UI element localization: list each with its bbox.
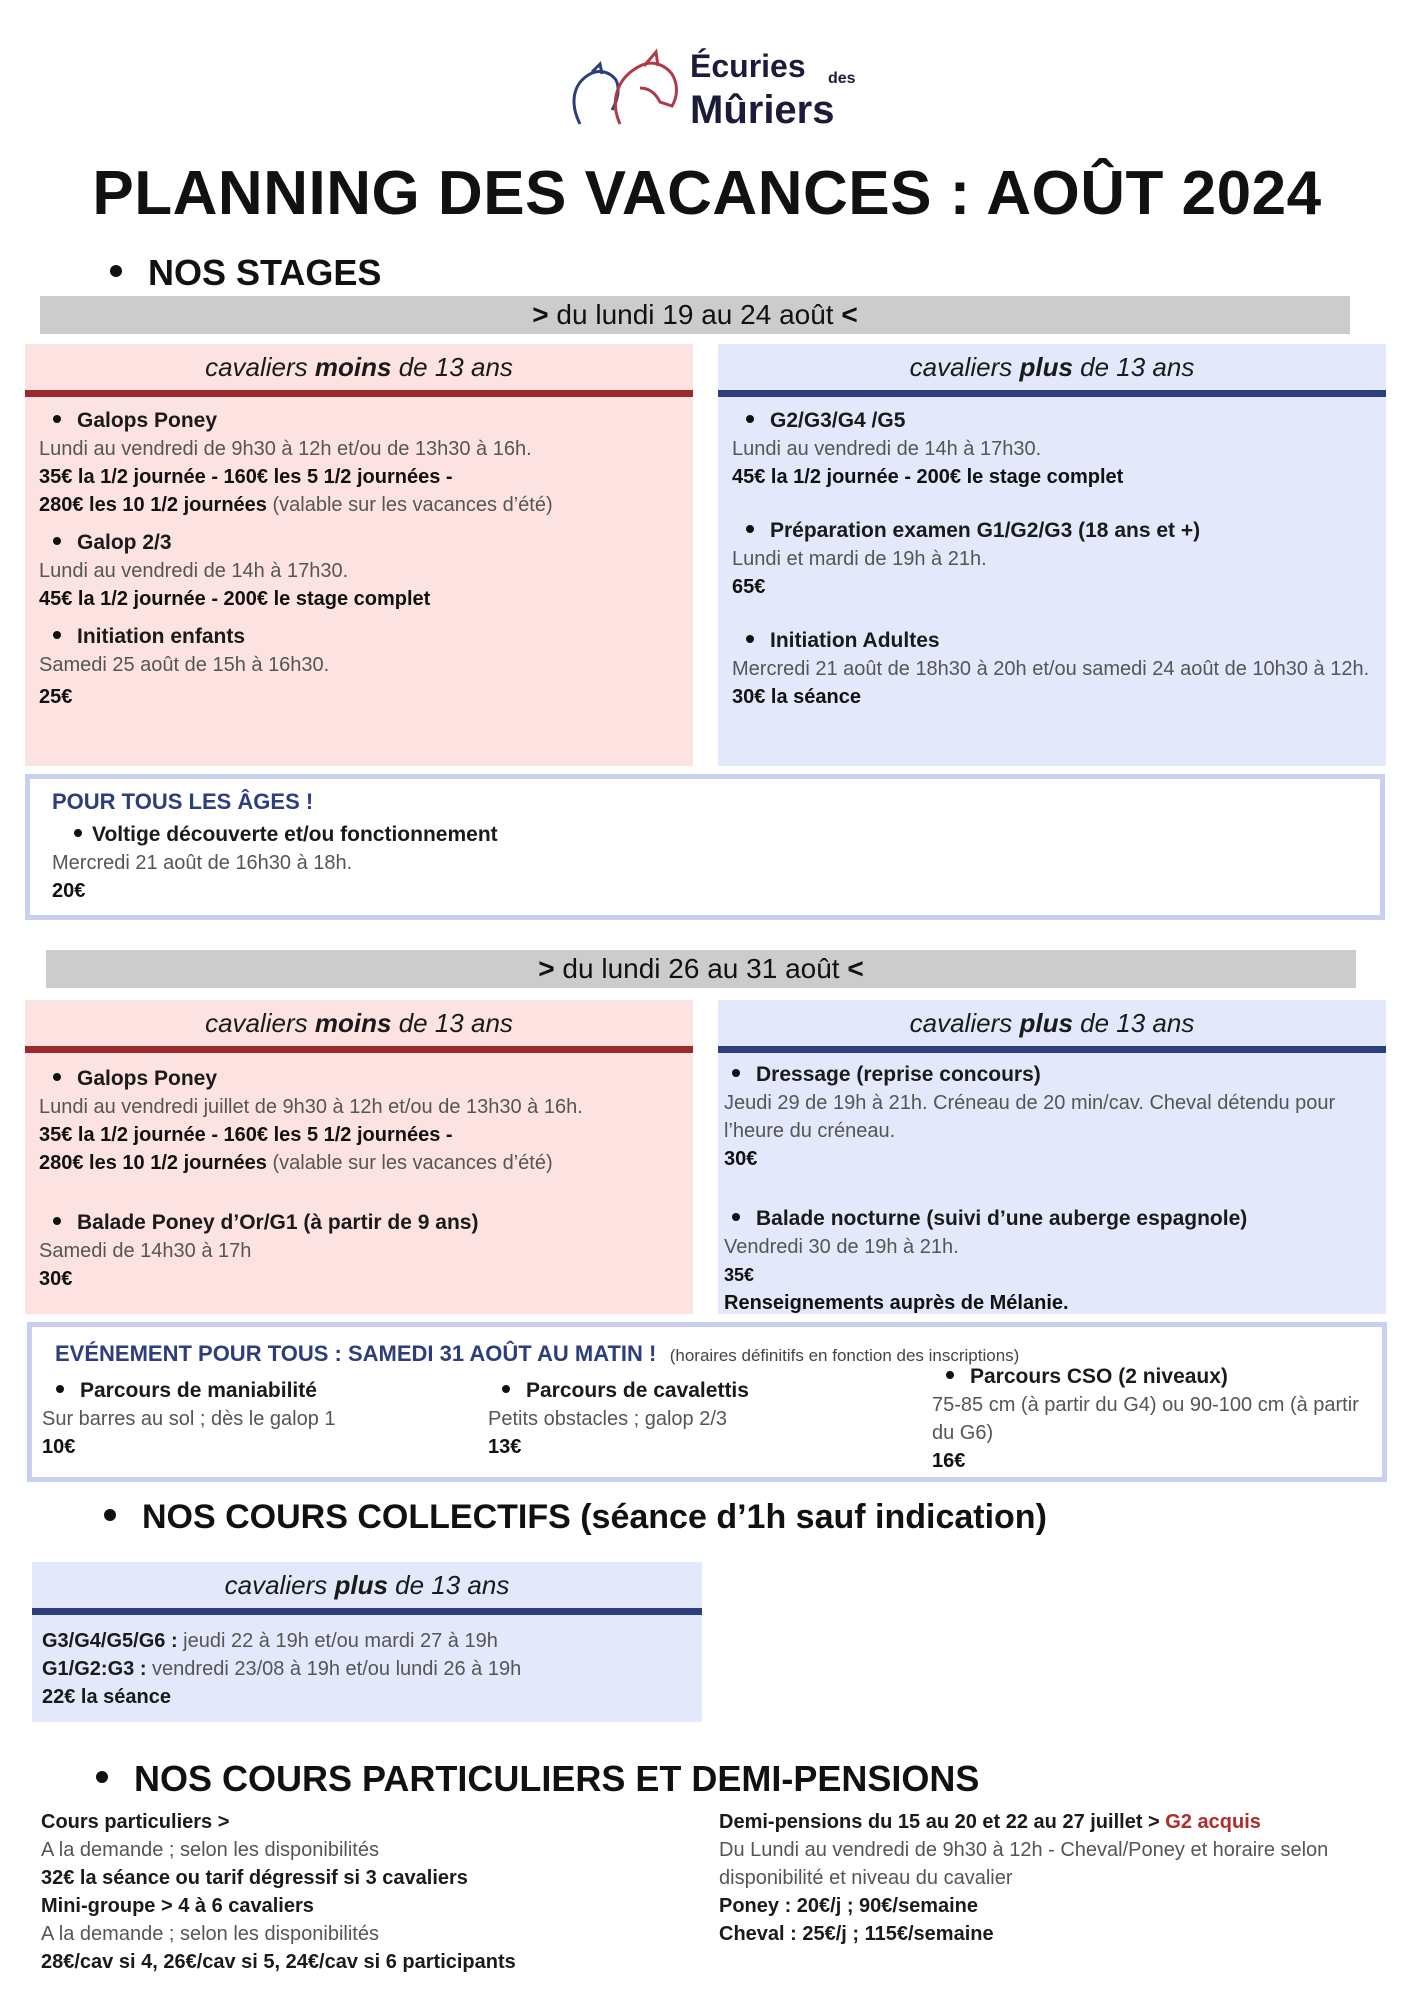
item-title-text: Balade Poney d’Or/G1 (à partir de 9 ans) bbox=[77, 1211, 479, 1234]
item-price: 35€ la 1/2 journée - 160€ les 5 1/2 journées - bbox=[39, 1124, 453, 1146]
head-pre: cavaliers bbox=[909, 352, 1020, 382]
page-title: PLANNING DES VACANCES : AOÛT 2024 bbox=[92, 159, 1322, 228]
demi-pensions-title bbox=[719, 1808, 1339, 1836]
demi-pensions-poney-price: Poney : 20€/j ; 90€/semaine bbox=[719, 1895, 979, 1917]
column-rule bbox=[25, 1046, 693, 1053]
section-heading-particuliers-text: NOS COURS PARTICULIERS ET DEMI-PENSIONS bbox=[134, 1758, 980, 1799]
item-price: 45€ la 1/2 journée - 200€ le stage complet bbox=[39, 588, 431, 610]
head-em: plus bbox=[1019, 352, 1073, 382]
column-header bbox=[718, 344, 1386, 390]
event-item bbox=[488, 1377, 908, 1461]
event-item bbox=[42, 1377, 472, 1461]
head-pre: cavaliers bbox=[205, 1008, 315, 1038]
item-note: (valable sur les vacances d’été) bbox=[266, 1152, 553, 1174]
item-price: 30€ bbox=[39, 1268, 73, 1290]
item-title-text: Préparation examen G1/G2/G3 (18 ans et +) bbox=[770, 519, 1201, 542]
week1-over13-column bbox=[718, 344, 1386, 766]
bar-suffix: < bbox=[841, 299, 858, 330]
bar-prefix: > bbox=[532, 299, 549, 330]
items bbox=[25, 1053, 693, 1293]
item-desc: Mercredi 21 août de 18h30 à 20h et/ou samedi 24 août de 10h30 à 12h. bbox=[732, 658, 1370, 680]
bullet-icon bbox=[53, 1217, 61, 1225]
bullet-icon bbox=[746, 415, 754, 423]
week2-bar bbox=[46, 950, 1356, 988]
column-header bbox=[718, 1000, 1386, 1046]
bar-text: du lundi 19 au 24 août bbox=[548, 299, 842, 330]
item-title bbox=[732, 517, 1372, 545]
section-heading-stages-text: NOS STAGES bbox=[148, 252, 382, 293]
collectifs-price: 22€ la séance bbox=[42, 1686, 171, 1708]
logo-word-muriers: Mûriers bbox=[690, 88, 835, 132]
event-heading-text: EVÉNEMENT POUR TOUS : SAMEDI 31 AOÛT AU MATIN ! bbox=[55, 1341, 657, 1366]
bullet-icon bbox=[56, 1385, 64, 1393]
bullet-icon bbox=[502, 1385, 510, 1393]
section-heading-particuliers bbox=[96, 1758, 979, 1800]
item-title bbox=[39, 1065, 679, 1093]
bullet-icon bbox=[53, 537, 61, 545]
bar-suffix: < bbox=[847, 953, 864, 984]
item-desc: Lundi au vendredi juillet de 9h30 à 12h et/ou de 13h30 à 16h. bbox=[39, 1096, 583, 1118]
bullet-icon bbox=[746, 525, 754, 533]
head-pre: cavaliers bbox=[909, 1008, 1020, 1038]
item-desc: Vendredi 30 de 19h à 21h. bbox=[724, 1236, 959, 1258]
head-post: de 13 ans bbox=[391, 352, 513, 382]
item-title bbox=[52, 821, 1358, 849]
item-price: 30€ la séance bbox=[732, 686, 861, 708]
item-title-text: Dressage (reprise concours) bbox=[756, 1063, 1041, 1086]
items bbox=[718, 397, 1386, 711]
week2-under13-column bbox=[25, 1000, 693, 1314]
item-title-text: Voltige découverte et/ou fonctionnement bbox=[92, 823, 498, 846]
column-header bbox=[32, 1562, 702, 1608]
bullet-icon bbox=[96, 1771, 108, 1783]
particuliers-desc: A la demande ; selon les disponibilités bbox=[41, 1839, 379, 1861]
section-heading-collectifs bbox=[104, 1498, 1047, 1537]
item-desc: 75-85 cm (à partir du G4) ou 90-100 cm (à partir du G6) bbox=[932, 1394, 1359, 1444]
event-item bbox=[932, 1363, 1372, 1475]
logo bbox=[560, 44, 860, 134]
item-title-text: Initiation Adultes bbox=[770, 629, 940, 652]
item-price: 25€ bbox=[39, 686, 73, 708]
logo-word-ecuries: Écuries bbox=[690, 48, 806, 84]
section-heading-collectifs-text: NOS COURS COLLECTIFS (séance d’1h sauf indication) bbox=[142, 1498, 1047, 1536]
column-header bbox=[25, 1000, 693, 1046]
all-ages-heading: POUR TOUS LES ÂGES ! bbox=[52, 789, 314, 814]
item-note: (valable sur les vacances d’été) bbox=[266, 494, 553, 516]
bullet-icon bbox=[946, 1371, 954, 1379]
collectifs-lines bbox=[32, 1615, 702, 1711]
bullet-icon bbox=[74, 829, 82, 837]
bullet-icon bbox=[746, 635, 754, 643]
demi-pensions-title-text: Demi-pensions du 15 au 20 et 22 au 27 juillet > bbox=[719, 1811, 1160, 1833]
event-box bbox=[27, 1322, 1387, 1482]
item-desc: Lundi au vendredi de 9h30 à 12h et/ou de 13h30 à 16h. bbox=[39, 438, 532, 460]
item-title-text: G2/G3/G4 /G5 bbox=[770, 409, 906, 432]
item-desc: Lundi et mardi de 19h à 21h. bbox=[732, 548, 987, 570]
item-desc: Lundi au vendredi de 14h à 17h30. bbox=[39, 560, 349, 582]
week1-under13-column bbox=[25, 344, 693, 766]
collectifs-line bbox=[42, 1655, 692, 1683]
item-price: 20€ bbox=[52, 880, 86, 902]
head-em: moins bbox=[314, 352, 392, 382]
bullet-icon bbox=[104, 1509, 116, 1521]
head-em: plus bbox=[1019, 1008, 1073, 1038]
item-price: 30€ bbox=[724, 1148, 758, 1170]
horse-logo-icon bbox=[560, 44, 690, 134]
item-title bbox=[39, 407, 679, 435]
bullet-icon bbox=[53, 1073, 61, 1081]
particuliers-price: 32€ la séance ou tarif dégressif si 3 cavaliers bbox=[41, 1867, 468, 1889]
demi-pensions bbox=[719, 1808, 1339, 1948]
line-value: vendredi 23/08 à 19h et/ou lundi 26 à 19h bbox=[146, 1658, 522, 1680]
head-post: de 13 ans bbox=[387, 1570, 510, 1600]
item-price-text: 280€ les 10 1/2 journées bbox=[39, 494, 267, 516]
item-price: 13€ bbox=[488, 1436, 522, 1458]
head-post: de 13 ans bbox=[1072, 1008, 1195, 1038]
item-title bbox=[732, 407, 1372, 435]
logo-word-des: des bbox=[828, 70, 856, 87]
item-title bbox=[39, 623, 679, 651]
head-post: de 13 ans bbox=[1072, 352, 1195, 382]
column-rule bbox=[32, 1608, 702, 1615]
items bbox=[25, 397, 693, 711]
demi-pensions-cheval-price: Cheval : 25€/j ; 115€/semaine bbox=[719, 1923, 994, 1945]
column-rule bbox=[718, 1046, 1386, 1053]
items bbox=[718, 1053, 1386, 1317]
item-desc: Lundi au vendredi de 14h à 17h30. bbox=[732, 438, 1042, 460]
item-price: 35€ bbox=[724, 1265, 755, 1285]
head-post: de 13 ans bbox=[391, 1008, 513, 1038]
item-title-text: Balade nocturne (suivi d’une auberge espagnole) bbox=[756, 1207, 1248, 1230]
bullet-icon bbox=[53, 631, 61, 639]
line-key: G1/G2:G3 : bbox=[42, 1658, 147, 1680]
event-note: (horaires définitifs en fonction des inscriptions) bbox=[669, 1346, 1020, 1365]
item-title-text: Parcours CSO (2 niveaux) bbox=[970, 1365, 1228, 1388]
item-desc: Mercredi 21 août de 16h30 à 18h. bbox=[52, 852, 353, 874]
item-title bbox=[724, 1061, 1378, 1089]
item-price: 65€ bbox=[732, 576, 766, 598]
item-desc: Petits obstacles ; galop 2/3 bbox=[488, 1408, 728, 1430]
item-price-text: 280€ les 10 1/2 journées bbox=[39, 1152, 267, 1174]
head-em: plus bbox=[334, 1570, 388, 1600]
bullet-icon bbox=[732, 1213, 740, 1221]
bullet-icon bbox=[732, 1069, 740, 1077]
item-price: 35€ la 1/2 journée - 160€ les 5 1/2 journées - bbox=[39, 466, 453, 488]
head-pre: cavaliers bbox=[205, 352, 315, 382]
item-title-text: Galop 2/3 bbox=[77, 531, 172, 554]
line-key: G3/G4/G5/G6 : bbox=[42, 1630, 178, 1652]
event-heading bbox=[55, 1341, 1019, 1367]
minigroupe-title: Mini-groupe > 4 à 6 cavaliers bbox=[41, 1895, 314, 1917]
collectifs-line bbox=[42, 1627, 692, 1655]
bar-text: du lundi 26 au 31 août bbox=[554, 953, 848, 984]
item-title bbox=[39, 1209, 679, 1237]
item-title bbox=[488, 1377, 908, 1405]
item-desc: Jeudi 29 de 19h à 21h. Créneau de 20 min/cav. Cheval détendu pour l’heure du créneau. bbox=[724, 1092, 1336, 1142]
item-desc: Sur barres au sol ; dès le galop 1 bbox=[42, 1408, 336, 1430]
minigroupe-price: 28€/cav si 4, 26€/cav si 5, 24€/cav si 6 participants bbox=[41, 1951, 516, 1973]
line-value: jeudi 22 à 19h et/ou mardi 27 à 19h bbox=[177, 1630, 498, 1652]
item-title bbox=[39, 529, 679, 557]
item-title bbox=[724, 1205, 1378, 1233]
item-title bbox=[42, 1377, 472, 1405]
bullet-icon bbox=[110, 265, 122, 277]
item-price: 10€ bbox=[42, 1436, 76, 1458]
item-title bbox=[932, 1363, 1372, 1391]
week2-over13-column bbox=[718, 1000, 1386, 1314]
item-price bbox=[39, 1149, 679, 1177]
head-em: moins bbox=[314, 1008, 392, 1038]
item-price: 45€ la 1/2 journée - 200€ le stage complet bbox=[732, 466, 1124, 488]
item-price: 16€ bbox=[932, 1450, 966, 1472]
head-pre: cavaliers bbox=[224, 1570, 335, 1600]
demi-pensions-desc: Du Lundi au vendredi de 9h30 à 12h - Cheval/Poney et horaire selon disponibilité et niveau du cavalier bbox=[719, 1839, 1329, 1889]
demi-pensions-level: G2 acquis bbox=[1159, 1811, 1261, 1833]
column-rule bbox=[25, 390, 693, 397]
item-title-text: Parcours de maniabilité bbox=[80, 1379, 317, 1402]
collectifs-column bbox=[32, 1562, 702, 1722]
particuliers-title: Cours particuliers > bbox=[41, 1811, 230, 1833]
column-rule bbox=[718, 390, 1386, 397]
bar-prefix: > bbox=[538, 953, 555, 984]
item-title-text: Galops Poney bbox=[77, 1067, 218, 1090]
all-ages-box bbox=[25, 774, 1385, 920]
column-header bbox=[25, 344, 693, 390]
item-desc: Samedi de 14h30 à 17h bbox=[39, 1240, 252, 1262]
item-price bbox=[39, 491, 679, 519]
item-title bbox=[732, 627, 1372, 655]
bullet-icon bbox=[53, 415, 61, 423]
item-extra: Renseignements auprès de Mélanie. bbox=[724, 1292, 1069, 1314]
week1-bar bbox=[40, 296, 1350, 334]
item-desc: Samedi 25 août de 15h à 16h30. bbox=[39, 654, 330, 676]
item-title-text: Parcours de cavalettis bbox=[526, 1379, 749, 1402]
item-title-text: Galops Poney bbox=[77, 409, 218, 432]
particuliers-left bbox=[41, 1808, 701, 1976]
section-heading-stages bbox=[110, 252, 381, 294]
minigroupe-desc: A la demande ; selon les disponibilités bbox=[41, 1923, 379, 1945]
item-title-text: Initiation enfants bbox=[77, 625, 245, 648]
